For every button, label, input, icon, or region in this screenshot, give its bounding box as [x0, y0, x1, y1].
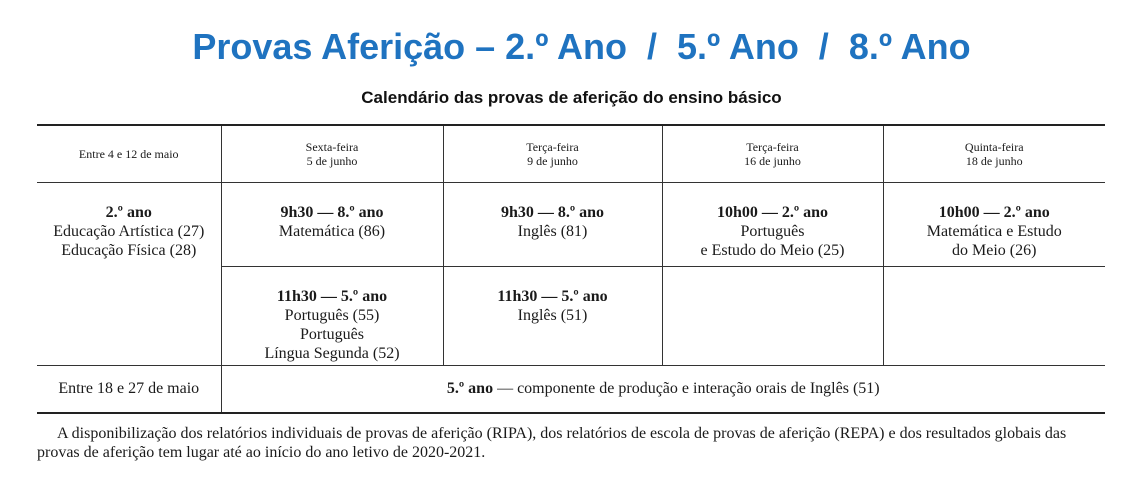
oral-component-cell: 5.º ano — componente de produção e interação orais de Inglês (51): [221, 365, 1105, 413]
exam-cell: 11h30 — 5.º ano Inglês (51): [443, 266, 662, 365]
table-row: [37, 182, 1105, 266]
header-cell-period-2: Entre 18 e 27 de maio: [37, 365, 221, 413]
exam-cell: 9h30 — 8.º ano Matemática (86): [221, 182, 443, 266]
header-cell-date: Terça-feira 16 de junho: [662, 125, 883, 182]
exam-cell: 10h00 — 2.º ano Matemática e Estudo do Meio (26): [883, 182, 1105, 266]
exam-cell: 9h30 — 8.º ano Inglês (81): [443, 182, 662, 266]
exam-calendar-table: [37, 124, 1105, 414]
empty-cell: [662, 266, 883, 365]
table-row-oral-component: [37, 365, 1105, 413]
exam-cell: 10h00 — 2.º ano Português e Estudo do Meio (25): [662, 182, 883, 266]
header-cell-date: Terça-feira 9 de junho: [443, 125, 662, 182]
exam-cell: 11h30 — 5.º ano Português (55) Português Língua Segunda (52): [221, 266, 443, 365]
calendar-subtitle: Calendário das provas de aferição do ensino básico: [361, 88, 782, 107]
table-header-row: [37, 125, 1105, 182]
header-cell-period-1: Entre 4 e 12 de maio: [37, 125, 221, 182]
header-cell-date: Sexta-feira 5 de junho: [221, 125, 443, 182]
availability-note: A disponibilização dos relatórios individuais de provas de aferição (RIPA), dos relatórios de escola de provas de aferição (REPA) e dos resultados globais das provas de aferição tem lugar até ao início do ano letivo de 2020-2021.: [37, 425, 1067, 461]
page-title: Provas Aferição – 2.º Ano / 5.º Ano / 8.º Ano: [192, 26, 971, 67]
grade2-subjects-cell: 2.º ano Educação Artística (27) Educação Física (28): [37, 182, 221, 365]
empty-cell: [883, 266, 1105, 365]
header-cell-date: Quinta-feira 18 de junho: [883, 125, 1105, 182]
